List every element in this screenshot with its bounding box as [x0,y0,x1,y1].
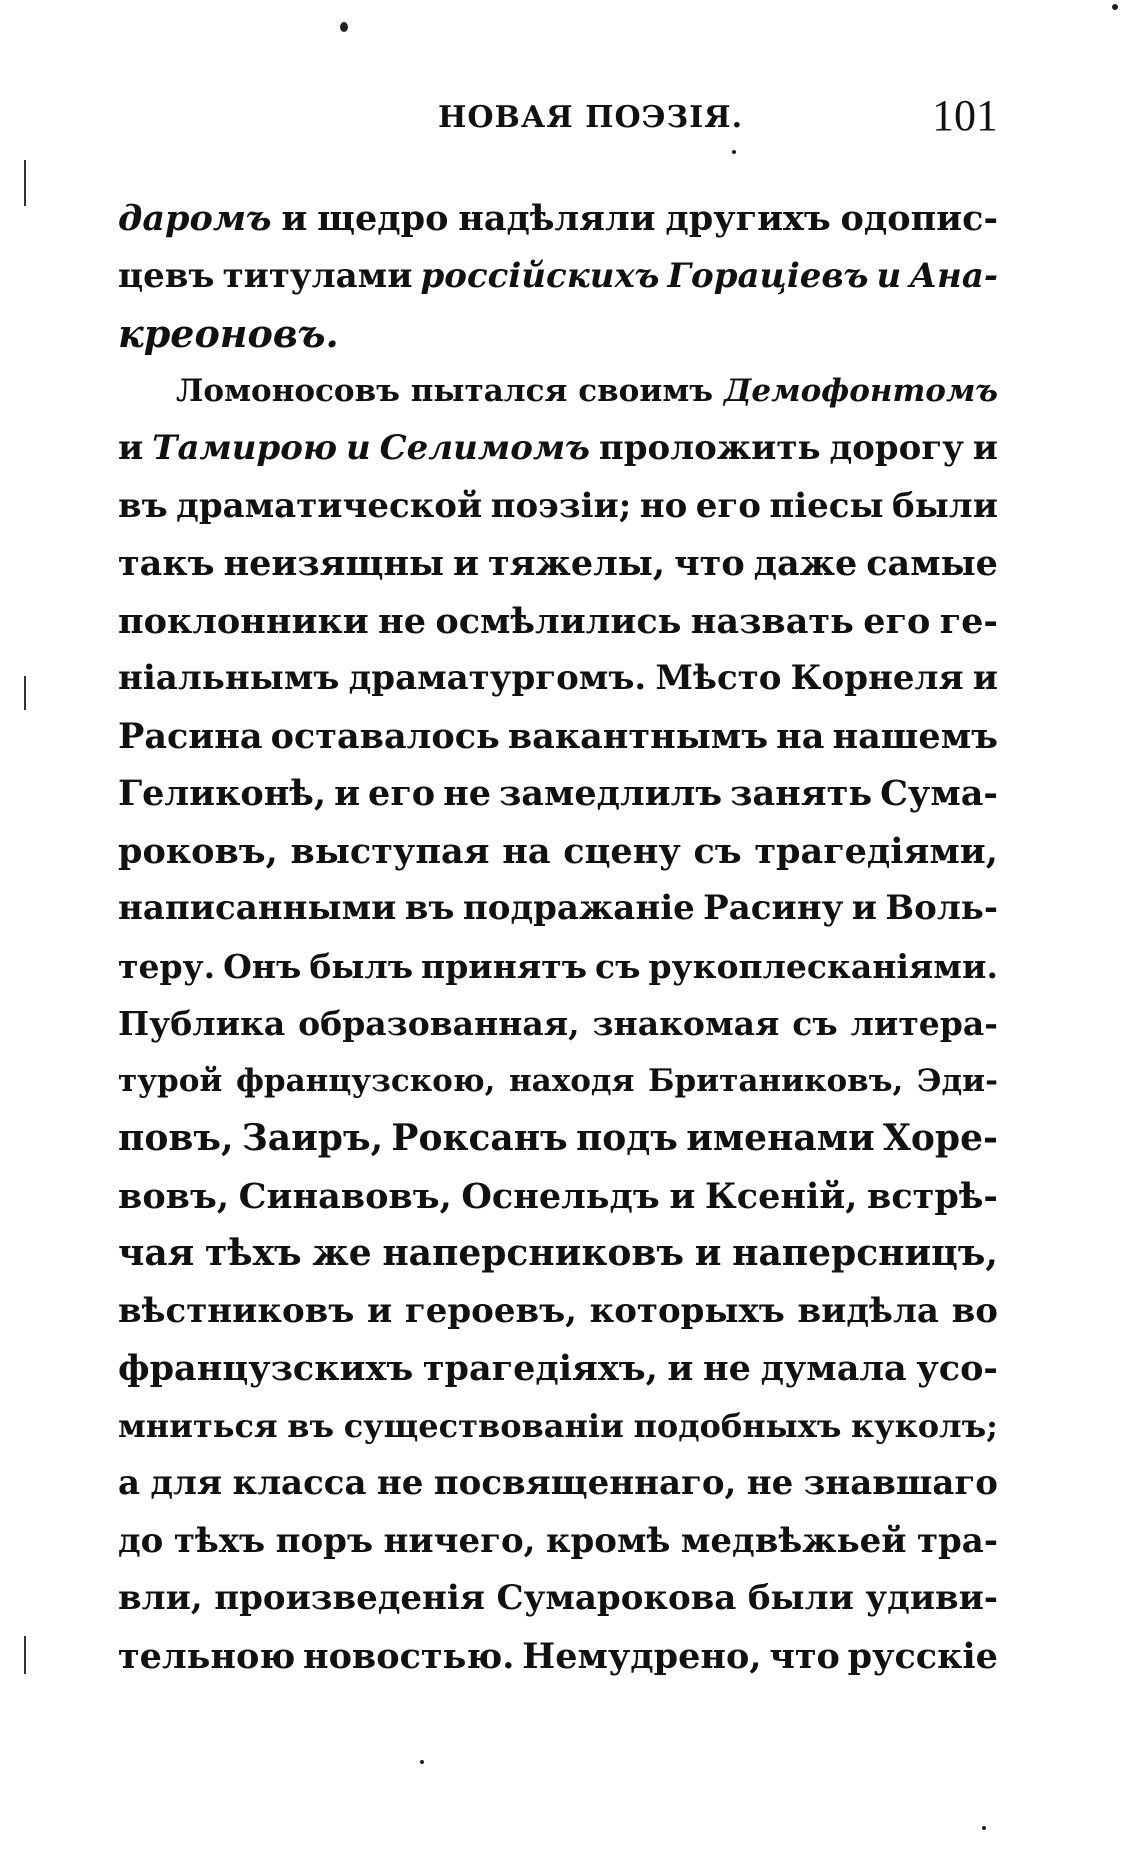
word: Оснельдъ [461,1175,660,1217]
word: Воль- [885,888,998,928]
word: его [863,600,931,642]
word: даже [753,543,858,584]
word: Горацiевъ [667,255,869,296]
text-line [118,1455,998,1513]
word: Хоре- [882,1117,998,1159]
word: Демофонтомъ [723,372,998,409]
word: и [972,658,998,698]
word: принятъ [421,946,588,986]
word: знакомая [592,1004,780,1043]
word: литера- [850,1004,998,1043]
word: наперсницъ, [732,1232,998,1274]
word: и [694,1232,722,1274]
word: и [876,255,902,296]
word: и [453,543,479,584]
word: не [703,1348,751,1389]
word: занять [730,773,873,814]
text-line [118,1225,998,1283]
word: драматургомъ. [348,658,647,698]
word: трагедіяхъ, [422,1348,658,1389]
word: что [769,1635,840,1677]
word: титулами [222,255,413,296]
word: щедро [317,198,449,239]
word: ничего, [383,1520,536,1561]
word: Публика [118,1004,286,1043]
margin-mark [24,676,26,710]
word: Расину [703,888,844,928]
page-header [118,91,998,156]
word: видѣла [797,1290,939,1331]
word: на [776,715,825,757]
word: Онъ [223,946,302,986]
word: Британиковъ, [647,1062,904,1099]
text-line [118,1570,998,1628]
word: съ [693,830,742,872]
word: его [368,773,436,814]
word: его [695,485,761,526]
word: тѣхъ [173,1520,266,1561]
text-line [118,420,998,478]
margin-mark [24,160,26,206]
word: въ [118,485,168,526]
word: поклонники [118,600,369,642]
word: не [746,1463,794,1503]
scan-speck [420,1760,424,1764]
word: надѣляли [458,198,656,239]
word: подъ [575,1117,678,1159]
word: Ксеній, [704,1175,858,1217]
word: не [378,600,426,642]
word: турой [118,1062,223,1099]
word: усо- [916,1348,998,1389]
word: россійскихъ [420,255,660,296]
word: нашемъ [832,715,998,757]
word: самые [866,543,998,584]
word: удиви- [865,1578,998,1618]
word: Геликонѣ, [118,773,327,814]
word: были [747,1578,854,1618]
word: что [674,543,745,584]
text-line [118,1513,998,1571]
word: Роксанъ [391,1117,568,1159]
word: Корнеля [790,658,964,698]
word: креоновъ. [118,311,339,356]
word: же [312,1232,372,1274]
word: французскихъ [118,1348,414,1389]
word: и [972,428,998,468]
word: думала [760,1348,907,1389]
word: Синавовъ, [238,1175,452,1217]
word: не [443,773,491,814]
word: французскою, [235,1062,496,1099]
word: Сума- [880,773,998,814]
text-line [118,1053,998,1111]
word: одопис- [840,198,998,239]
word: но [639,485,688,526]
word: драматической [176,485,483,526]
word: кромѣ [545,1520,671,1561]
word: которыхъ [589,1290,785,1331]
word: знавшаго [803,1463,998,1503]
word: класса [232,1463,367,1503]
word: вакантнымъ [507,715,769,757]
word: Расина [118,715,263,757]
word: поръ [275,1520,374,1561]
word: встрѣ- [867,1175,998,1217]
text-line [118,1168,998,1226]
word: Ана- [909,255,998,296]
word: тельною [118,1635,296,1677]
text-line [118,1340,998,1398]
word: чая [118,1232,195,1274]
text-line [118,938,998,996]
word: существованіи [343,1406,624,1445]
word: не [376,1463,424,1503]
word: цевъ [118,255,215,296]
word: вѣстниковъ [118,1290,355,1331]
word: куколъ; [851,1406,998,1445]
word: даромъ [118,198,272,239]
word: тѣхъ [204,1232,302,1274]
word: до [118,1520,164,1561]
word: роковъ, [118,830,278,872]
text-line [118,1110,998,1168]
word: назвать [690,600,854,642]
text-line [118,880,998,938]
text-line [118,765,998,823]
word: выступая [290,830,490,872]
word: и [667,1348,694,1389]
word: Ломоносовъ [176,372,400,409]
word: русскіе [847,1635,998,1677]
word: теру. [118,946,216,986]
scan-speck [732,150,736,154]
word: находя [508,1062,635,1099]
word: ге- [939,600,998,642]
word: именами [686,1117,875,1159]
word: рукоплесканіями. [648,946,998,986]
word: своимъ [578,372,714,409]
word: вли, [118,1578,203,1618]
word: и [851,888,877,928]
text-line [118,1628,998,1686]
running-title: НОВАЯ ПОЭЗІЯ. [438,100,744,135]
word: Тамирою [152,428,338,468]
scan-speck [1112,4,1118,10]
text-line [118,995,998,1053]
body-text [118,190,998,1685]
word: подражаніе [462,888,695,928]
word: посвященнаго, [433,1463,737,1503]
word: Заиръ, [241,1117,384,1159]
word: новостью. [302,1635,515,1677]
word: въ [287,1406,335,1445]
word: и [118,428,144,468]
text-line [118,650,998,708]
word: произведенія [214,1578,485,1618]
word: замедлилъ [498,773,723,814]
word: тра- [916,1520,998,1561]
word: и [345,428,371,468]
text-line [118,823,998,881]
word: проложить [598,428,821,468]
word: поэзіи; [490,485,632,526]
word: а [118,1463,141,1503]
word: и [669,1175,696,1217]
word: Немудрено, [522,1635,762,1677]
page-number: 101 [932,91,998,140]
word: былъ [309,946,414,986]
text-line [118,1398,998,1456]
word: Мѣсто [655,658,782,698]
text-line [118,305,998,363]
word: сцену [563,830,681,872]
word: Селимомъ [379,428,590,468]
word: для [150,1463,223,1503]
word: трагедіями, [754,830,998,872]
scan-speck [982,1826,986,1830]
text-line [118,190,998,248]
word: написанными [118,888,397,928]
text-line [118,1283,998,1341]
word: ніальнымъ [118,658,340,698]
word: пытался [410,372,568,409]
text-line [118,248,998,306]
word: піесы [769,485,884,526]
word: оставалось [270,715,500,757]
word: мниться [118,1406,278,1445]
word: и [281,198,308,239]
word: и [367,1290,393,1331]
word: неизящны [223,543,445,584]
margin-mark [24,1636,26,1674]
text-line [118,593,998,651]
word: медвѣжьей [680,1520,907,1561]
scan-speck [340,22,348,32]
word: вовъ, [118,1175,230,1217]
word: были [892,485,998,526]
word: подобныхъ [633,1406,842,1445]
word: образованная, [298,1004,580,1043]
word: съ [595,946,641,986]
word: повъ, [118,1117,234,1159]
word: на [502,830,551,872]
word: во [951,1290,998,1331]
word: осмѣлились [435,600,682,642]
text-line [118,363,998,421]
word: наперсниковъ [382,1232,685,1274]
word: Сумарокова [496,1578,737,1618]
word: другихъ [665,198,831,239]
word: тяжелы, [487,543,666,584]
word: такъ [118,543,215,584]
word: Эди- [916,1062,998,1099]
text-line [118,708,998,766]
word: героевъ, [404,1290,577,1331]
word: въ [404,888,455,928]
word: и [334,773,361,814]
text-line [118,535,998,593]
word: дорогу [829,428,964,468]
text-line [118,478,998,536]
word: съ [792,1004,838,1043]
